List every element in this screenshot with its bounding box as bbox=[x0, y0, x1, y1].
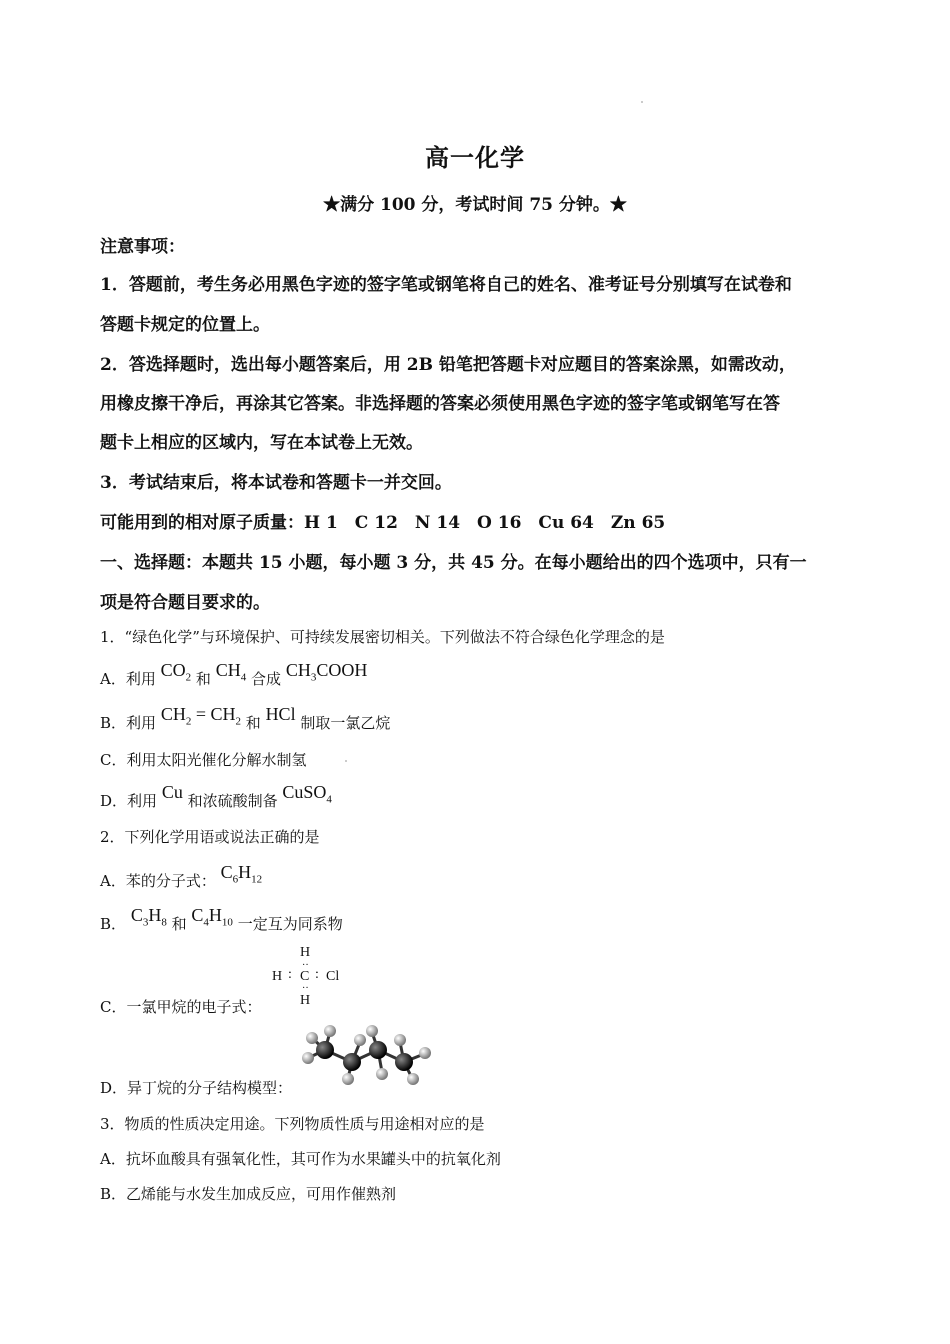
ed-cl: Cl bbox=[326, 969, 340, 984]
section-heading-line-2: 项是符合题目要求的。 bbox=[100, 593, 270, 613]
option-b-suffix: 制取一氯乙烷 bbox=[300, 714, 391, 732]
formula-c6h12: $C_6H_{12}$ bbox=[220, 862, 263, 886]
question-1-stem: 1．“绿色化学”与环境保护、可持续发展密切相关。下列做法不符合绿色化学理念的是 bbox=[100, 628, 665, 646]
ball-stick-model-image bbox=[300, 1022, 435, 1087]
ed-h-left: H bbox=[272, 969, 283, 984]
exam-info: ★满分 100 分，考试时间 75 分钟。★ bbox=[323, 195, 627, 215]
formula-ch4: $CH_4$ bbox=[215, 660, 247, 684]
question-1-option-b bbox=[100, 704, 391, 736]
formula-cu: Cu bbox=[161, 782, 183, 802]
question-3-option-b: B．乙烯能与水发生加成反应，可用作催熟剂 bbox=[100, 1185, 397, 1203]
note-3: 3．考试结束后，将本试卷和答题卡一并交回。 bbox=[100, 473, 452, 493]
note-1-line-2: 答题卡规定的位置上。 bbox=[100, 315, 270, 335]
ed-dots-top: ·· bbox=[302, 960, 309, 971]
question-1-option-d bbox=[100, 782, 332, 814]
electron-formula-chloromethane bbox=[270, 945, 350, 1015]
formula-cuso4: CuSO$_4$ bbox=[282, 782, 332, 806]
ed-h-top: H bbox=[300, 945, 311, 960]
scan-speck bbox=[345, 760, 347, 762]
option-b-he: 和 bbox=[245, 714, 261, 732]
option-a-prefix: A．利用 bbox=[100, 670, 156, 688]
note-2-line-3: 题卡上相应的区域内，写在本试卷上无效。 bbox=[100, 433, 423, 453]
ed-dots-bottom: ·· bbox=[302, 983, 309, 994]
formula-co2: $CO_2$ bbox=[160, 660, 192, 684]
ed-h-bottom: H bbox=[300, 993, 311, 1008]
question-2-stem: 2．下列化学用语或说法正确的是 bbox=[100, 828, 320, 846]
option-a-hecheng: 合成 bbox=[251, 670, 282, 688]
question-2-option-c bbox=[100, 996, 261, 1017]
option-a-he: 和 bbox=[195, 670, 211, 688]
option-d-prefix: D．异丁烷的分子结构模型： bbox=[100, 1079, 293, 1097]
option-b-prefix: B．利用 bbox=[100, 714, 157, 732]
note-2-line-1: 2．答选择题时，选出每小题答案后，用 2B 铅笔把答题卡对应题目的答案涂黑，如需改动， bbox=[100, 355, 796, 375]
ed-c: C bbox=[300, 969, 310, 984]
question-3-option-a: A．抗坏血酸具有强氧化性，其可作为水果罐头中的抗氧化剂 bbox=[100, 1150, 501, 1168]
atomic-masses: 可能用到的相对原子质量：H 1 C 12 N 14 O 16 Cu 64 Zn 65 bbox=[100, 513, 666, 533]
option-d-mid: 和浓硫酸制备 bbox=[187, 792, 278, 810]
option-b-he: 和 bbox=[171, 915, 187, 933]
option-b-suffix: 一定互为同系物 bbox=[237, 915, 343, 933]
ed-dots-left: : bbox=[288, 967, 292, 982]
option-b-prefix: B． bbox=[100, 915, 127, 933]
scan-speck bbox=[641, 101, 643, 103]
notes-heading: 注意事项： bbox=[100, 237, 185, 257]
ed-dots-right: : bbox=[315, 967, 319, 982]
formula-c4h10: $C_4H_{10}$ bbox=[191, 905, 233, 929]
question-2-option-a bbox=[100, 862, 263, 894]
question-1-option-c: C．利用太阳光催化分解水制氢 bbox=[100, 751, 307, 769]
formula-c3h8: $C_3H_8$ bbox=[130, 905, 167, 929]
formula-ethylene: $CH_2 = CH_2$ bbox=[160, 704, 241, 728]
option-a-prefix: A．苯的分子式： bbox=[100, 872, 216, 890]
option-d-prefix: D．利用 bbox=[100, 792, 158, 810]
option-c-prefix: C．一氯甲烷的电子式： bbox=[100, 998, 262, 1016]
note-1-line-1: 1．答题前，考生务必用黑色字迹的签字笔或钢笔将自己的姓名、准考证号分别填写在试卷和 bbox=[100, 275, 792, 295]
question-2-option-b bbox=[100, 905, 343, 937]
section-heading-line-1: 一、选择题：本题共 15 小题，每小题 3 分，共 45 分。在每小题给出的四个选项中，只有一 bbox=[100, 553, 807, 573]
note-2-line-2: 用橡皮擦干净后，再涂其它答案。非选择题的答案必须使用黑色字迹的签字笔或钢笔写在答 bbox=[100, 394, 780, 414]
formula-ch3cooh: $CH_3COOH$ bbox=[285, 660, 368, 684]
question-1-option-a bbox=[100, 660, 368, 692]
formula-hcl: HCl bbox=[265, 704, 296, 724]
question-2-option-d bbox=[100, 1077, 292, 1098]
page-title: 高一化学 bbox=[425, 143, 525, 172]
question-3-stem: 3．物质的性质决定用途。下列物质性质与用途相对应的是 bbox=[100, 1115, 485, 1133]
